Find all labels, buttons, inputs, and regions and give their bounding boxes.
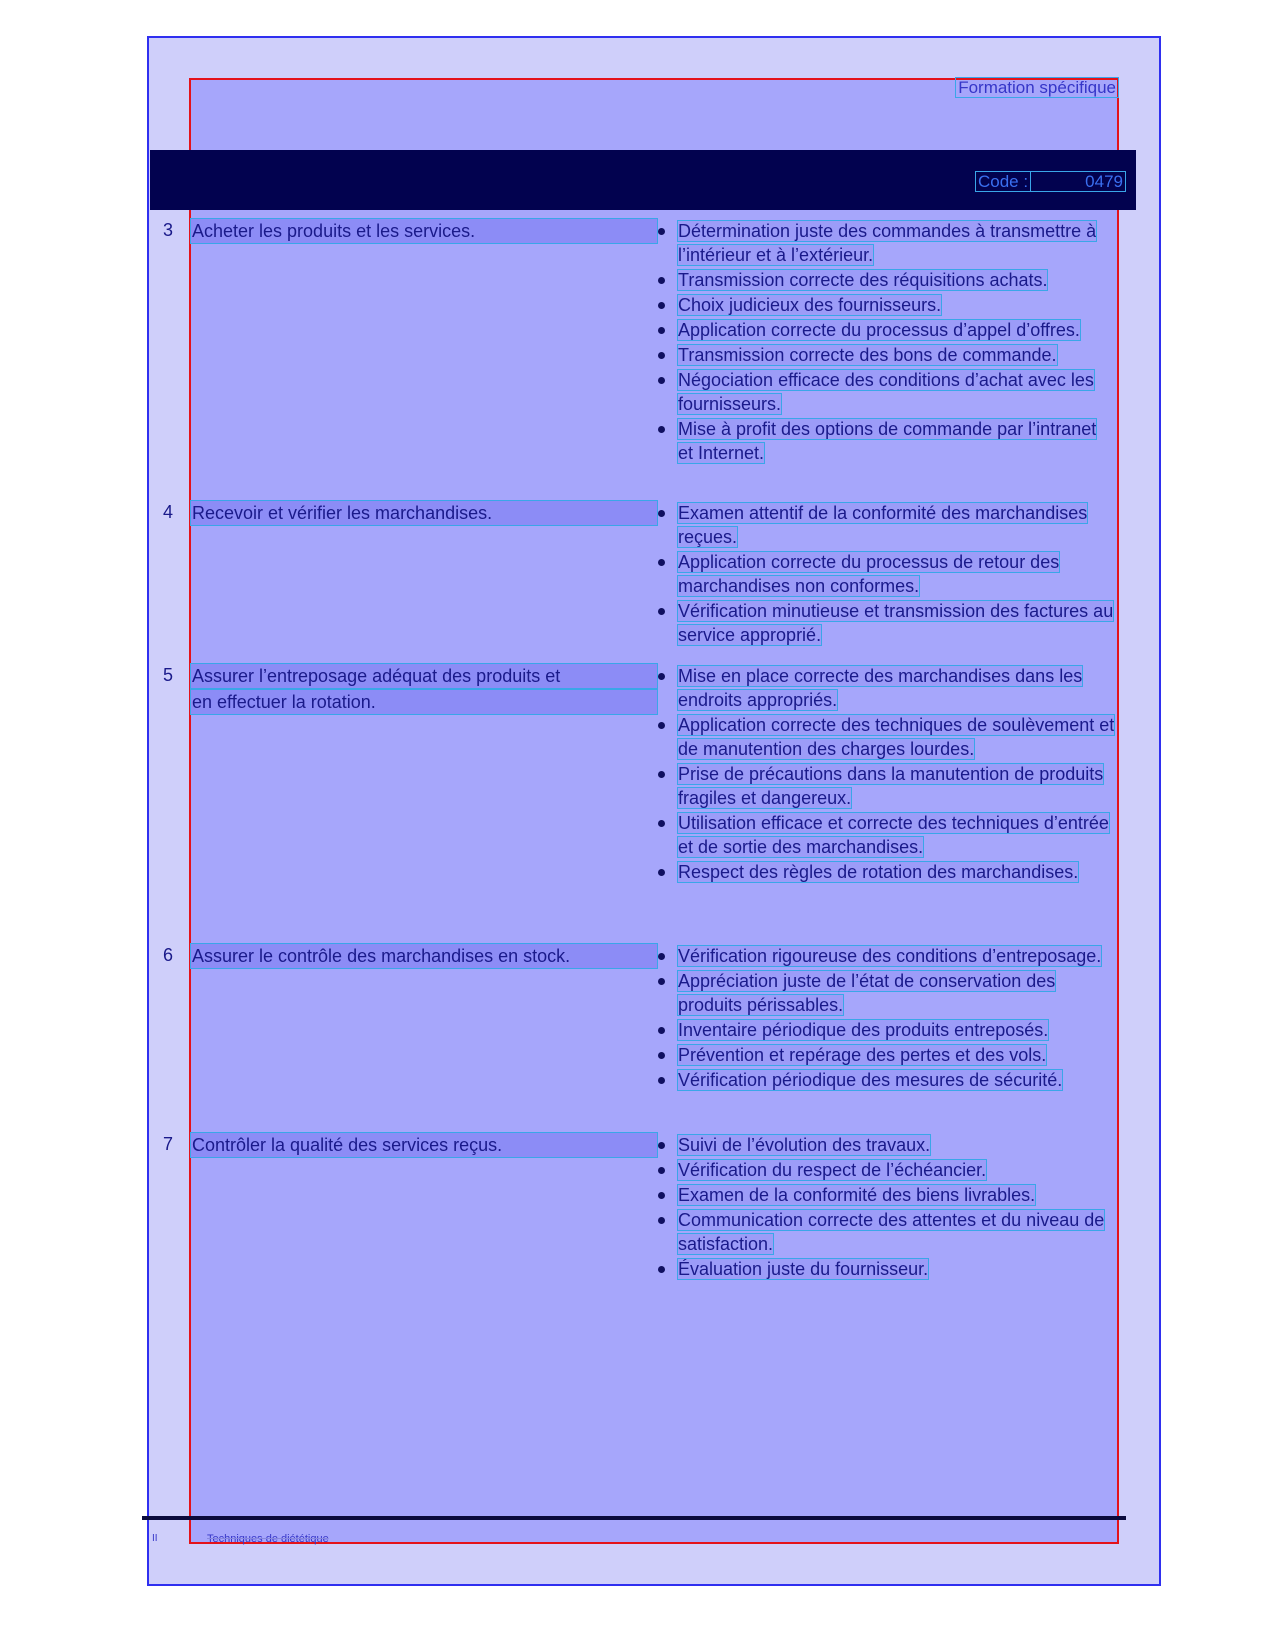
criterion-text: Vérification rigoureuse des conditions d’entreposage. bbox=[678, 946, 1102, 966]
criterion-item bbox=[656, 1018, 1116, 1042]
footer-program-name: Techniques de diététique bbox=[207, 1533, 329, 1545]
criterion-item bbox=[656, 550, 1116, 598]
criterion-item bbox=[656, 944, 1116, 968]
task-line: Recevoir et vérifier les marchandises. bbox=[190, 500, 658, 526]
bullet-icon bbox=[658, 1077, 665, 1084]
criteria-list bbox=[656, 1133, 1116, 1282]
bullet-icon bbox=[658, 228, 665, 235]
criterion-text: Suivi de l’évolution des travaux. bbox=[678, 1135, 931, 1155]
task-statement bbox=[190, 218, 658, 244]
criterion-item bbox=[656, 762, 1116, 810]
criterion-item bbox=[656, 664, 1116, 712]
bullet-icon bbox=[658, 377, 665, 384]
code-value: 0479 bbox=[1030, 171, 1126, 192]
task-line: Contrôler la qualité des services reçus. bbox=[190, 1132, 658, 1158]
criterion-item bbox=[656, 1208, 1116, 1256]
bullet-icon bbox=[658, 869, 665, 876]
criterion-text: Prise de précautions dans la manutention de produits fragiles et dangereux. bbox=[678, 764, 1104, 808]
task-statement bbox=[190, 1132, 658, 1158]
criterion-text: Inventaire périodique des produits entreposés. bbox=[678, 1020, 1049, 1040]
bullet-icon bbox=[658, 426, 665, 433]
criterion-text: Évaluation juste du fournisseur. bbox=[678, 1259, 929, 1279]
criteria-list bbox=[656, 664, 1116, 885]
task-number: 7 bbox=[163, 1134, 174, 1154]
criterion-text: Prévention et repérage des pertes et des vols. bbox=[678, 1045, 1047, 1065]
bullet-icon bbox=[658, 722, 665, 729]
criteria-list bbox=[656, 944, 1116, 1093]
criterion-text: Application correcte du processus de retour des marchandises non conformes. bbox=[678, 552, 1060, 596]
bullet-icon bbox=[658, 673, 665, 680]
bullet-icon bbox=[658, 302, 665, 309]
footer-rule bbox=[142, 1516, 1126, 1520]
bullet-icon bbox=[658, 1192, 665, 1199]
criterion-item bbox=[656, 811, 1116, 859]
criterion-item bbox=[656, 1257, 1116, 1281]
criterion-item bbox=[656, 1183, 1116, 1207]
task-statement bbox=[190, 500, 658, 526]
criterion-item bbox=[656, 318, 1116, 342]
bullet-icon bbox=[658, 327, 665, 334]
criterion-text: Vérification périodique des mesures de sécurité. bbox=[678, 1070, 1063, 1090]
criterion-text: Vérification minutieuse et transmission des factures au service approprié. bbox=[678, 601, 1114, 645]
criterion-item bbox=[656, 860, 1116, 884]
criterion-text: Application correcte du processus d’appel d’offres. bbox=[678, 320, 1080, 340]
criterion-text: Transmission correcte des réquisitions achats. bbox=[678, 270, 1048, 290]
criterion-text: Mise à profit des options de commande par l’intranet et Internet. bbox=[678, 419, 1097, 463]
bullet-icon bbox=[658, 820, 665, 827]
task-number: 6 bbox=[163, 945, 174, 965]
task-line: Acheter les produits et les services. bbox=[190, 218, 658, 244]
criterion-item bbox=[656, 268, 1116, 292]
bullet-icon bbox=[658, 953, 665, 960]
bullet-icon bbox=[658, 608, 665, 615]
bullet-icon bbox=[658, 1167, 665, 1174]
bullet-icon bbox=[658, 1266, 665, 1273]
criterion-text: Choix judicieux des fournisseurs. bbox=[678, 295, 942, 315]
criterion-item bbox=[656, 599, 1116, 647]
task-statement bbox=[190, 943, 658, 969]
criterion-text: Application correcte des techniques de soulèvement et de manutention des charges lourdes. bbox=[678, 715, 1115, 759]
task-number: 3 bbox=[163, 220, 174, 240]
criterion-item bbox=[656, 1133, 1116, 1157]
task-number: 4 bbox=[163, 502, 174, 522]
criterion-item bbox=[656, 969, 1116, 1017]
bullet-icon bbox=[658, 352, 665, 359]
criterion-text: Examen de la conformité des biens livrables. bbox=[678, 1185, 1036, 1205]
task-number: 5 bbox=[163, 665, 174, 685]
code-label: Code : bbox=[975, 171, 1031, 192]
task-statement bbox=[190, 663, 658, 715]
bullet-icon bbox=[658, 1142, 665, 1149]
criterion-item bbox=[656, 368, 1116, 416]
criterion-text: Négociation efficace des conditions d’achat avec les fournisseurs. bbox=[678, 370, 1094, 414]
criterion-item bbox=[656, 713, 1116, 761]
criterion-item bbox=[656, 1158, 1116, 1182]
bullet-icon bbox=[658, 1052, 665, 1059]
criterion-text: Appréciation juste de l’état de conservation des produits périssables. bbox=[678, 971, 1056, 1015]
criterion-item bbox=[656, 293, 1116, 317]
task-line: Assurer le contrôle des marchandises en stock. bbox=[190, 943, 658, 969]
criterion-text: Transmission correcte des bons de commande. bbox=[678, 345, 1057, 365]
criterion-text: Communication correcte des attentes et du niveau de satisfaction. bbox=[678, 1210, 1105, 1254]
criterion-text: Mise en place correcte des marchandises dans les endroits appropriés. bbox=[678, 666, 1083, 710]
footer-page-mark: II bbox=[152, 1533, 158, 1544]
bullet-icon bbox=[658, 1027, 665, 1034]
criterion-text: Utilisation efficace et correcte des techniques d’entrée et de sortie des marchandises. bbox=[678, 813, 1109, 857]
criterion-item bbox=[656, 343, 1116, 367]
bullet-icon bbox=[658, 1217, 665, 1224]
criteria-list bbox=[656, 219, 1116, 466]
criterion-text: Examen attentif de la conformité des marchandises reçues. bbox=[678, 503, 1088, 547]
bullet-icon bbox=[658, 510, 665, 517]
bullet-icon bbox=[658, 277, 665, 284]
criterion-text: Détermination juste des commandes à transmettre à l’intérieur et à l’extérieur. bbox=[678, 221, 1097, 265]
bullet-icon bbox=[658, 978, 665, 985]
criterion-text: Respect des règles de rotation des marchandises. bbox=[678, 862, 1079, 882]
criteria-list bbox=[656, 501, 1116, 648]
bullet-icon bbox=[658, 559, 665, 566]
bullet-icon bbox=[658, 771, 665, 778]
criterion-item bbox=[656, 219, 1116, 267]
criterion-item bbox=[656, 1068, 1116, 1092]
criterion-item bbox=[656, 501, 1116, 549]
task-line: Assurer l’entreposage adéquat des produits et bbox=[190, 663, 658, 689]
criterion-item bbox=[656, 1043, 1116, 1067]
page-header-title: Formation spécifique bbox=[955, 77, 1119, 98]
criterion-item bbox=[656, 417, 1116, 465]
task-line: en effectuer la rotation. bbox=[190, 689, 658, 715]
criterion-text: Vérification du respect de l’échéancier. bbox=[678, 1160, 987, 1180]
